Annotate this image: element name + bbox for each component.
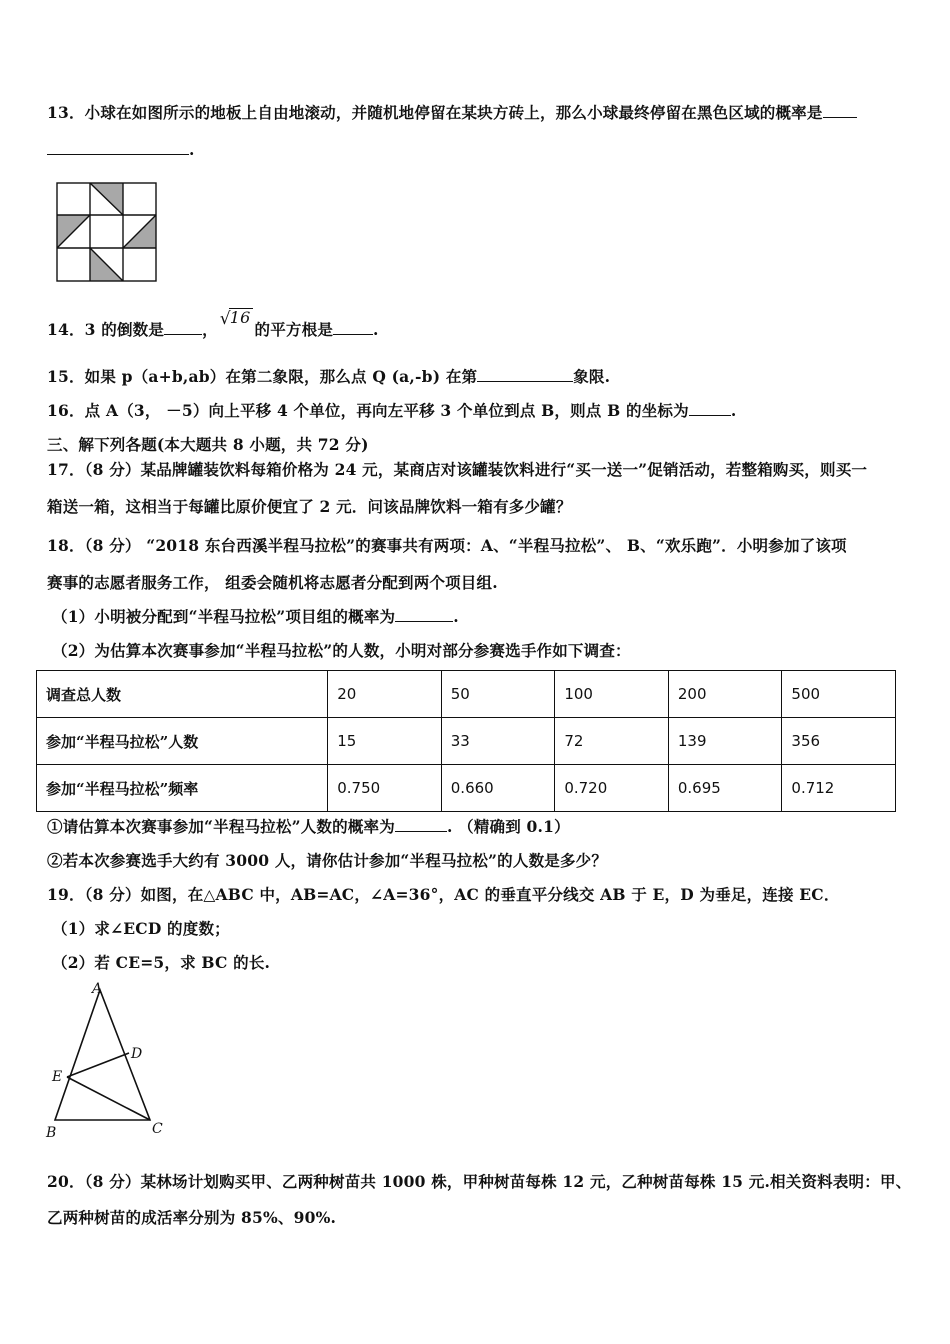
table-row — [37, 765, 896, 812]
table-cell: 0.695 — [668, 765, 782, 812]
q18-sub1-blank[interactable] — [395, 817, 447, 832]
section3-heading: 三、解下列各题(本大题共 8 小题，共 72 分) — [47, 435, 369, 454]
q13-line1 — [47, 103, 857, 123]
label-c: C — [152, 1121, 163, 1137]
sqrt-16 — [220, 308, 253, 328]
q14-prefix: 14．3 的倒数是 — [47, 320, 165, 339]
q18-sub2: ②若本次参赛选手大约有 3000 人，请你估计参加“半程马拉松”的人数是多少？ — [47, 851, 608, 870]
table-cell: 356 — [782, 718, 896, 765]
survey-table — [36, 670, 896, 812]
table-cell: 0.750 — [328, 765, 442, 812]
table-cell: 33 — [441, 718, 555, 765]
table-cell: 139 — [668, 718, 782, 765]
table-cell: 72 — [555, 718, 669, 765]
q18-part1-blank[interactable] — [395, 607, 453, 622]
row-header: 参加“半程马拉松”人数 — [37, 718, 328, 765]
q17-line1: 17．（8 分）某品牌罐装饮料每箱价格为 24 元，某商店对该罐装饮料进行“买一送一”促销活动，若整箱购买，则买一 — [47, 460, 868, 479]
q19-line1: 19．（8 分）如图，在△ABC 中，AB=AC，∠A=36°，AC 的垂直平分线交 AB 于 E，D 为垂足，连接 EC． — [47, 885, 840, 904]
q14-blank-b[interactable] — [333, 320, 373, 335]
table-row — [37, 671, 896, 718]
table-cell: 50 — [441, 671, 555, 718]
q20-line2: 乙两种树苗的成活率分别为 85%、90%. — [47, 1208, 337, 1227]
q19-triangle-figure — [44, 980, 174, 1140]
label-b: B — [46, 1125, 57, 1140]
q18-sub1-text: ①请估算本次赛事参加“半程马拉松”人数的概率为 — [47, 817, 395, 836]
radical-sign-icon: √ — [219, 309, 231, 329]
q18-part1-text: （1）小明被分配到“半程马拉松”项目组的概率为 — [52, 607, 396, 626]
label-a: A — [92, 981, 103, 997]
q15-blank[interactable] — [477, 367, 573, 382]
q13-text: 13．小球在如图所示的地板上自由地滚动，并随机地停留在某块方砖上，那么小球最终停留在黑色区域的概率是 — [47, 103, 823, 122]
table-cell: 500 — [782, 671, 896, 718]
table-cell: 0.712 — [782, 765, 896, 812]
q18-sub1 — [47, 817, 570, 837]
table-cell: 0.660 — [441, 765, 555, 812]
q13-line2 — [47, 140, 195, 160]
q18-line1: 18．（8 分） “2018 东台西溪半程马拉松”的赛事共有两项：A、“半程马拉松”、 B、“欢乐跑”．小明参加了该项 — [47, 536, 847, 555]
q15-tail: 象限. — [573, 367, 611, 386]
q19-part1: （1）求∠ECD 的度数； — [52, 919, 230, 938]
q13-blank-b[interactable] — [47, 140, 189, 155]
q15-line — [47, 367, 610, 387]
q17-line2: 箱送一箱，这相当于每罐比原价便宜了 2 元．问该品牌饮料一箱有多少罐？ — [47, 497, 572, 516]
row-header: 参加“半程马拉松”频率 — [37, 765, 328, 812]
q14-tail: . — [373, 320, 379, 339]
q16-tail: . — [730, 401, 737, 420]
q15-prefix: 15．如果 p（a+b,ab）在第二象限，那么点 Q (a,-b) 在第 — [47, 367, 478, 386]
q13-tail: . — [189, 140, 195, 159]
radical-bar — [229, 308, 253, 309]
q13-tile-figure — [56, 182, 160, 282]
label-d: D — [131, 1046, 143, 1062]
table-cell: 0.720 — [555, 765, 669, 812]
sqrt-radicand: 16 — [229, 308, 251, 327]
q16-blank[interactable] — [689, 401, 731, 416]
table-cell: 100 — [555, 671, 669, 718]
table-cell: 20 — [328, 671, 442, 718]
row-header: 调查总人数 — [37, 671, 328, 718]
q14-mid: ， — [202, 320, 218, 339]
q14-blank-a[interactable] — [164, 320, 202, 335]
q18-sub1-tail: . （精确到 0.1） — [446, 817, 570, 836]
q14-after: 的平方根是 — [254, 320, 334, 339]
label-e: E — [52, 1069, 63, 1085]
q18-part2: （2）为估算本次赛事参加“半程马拉松”的人数，小明对部分参赛选手作如下调查： — [52, 641, 631, 660]
q16-prefix: 16．点 A（3， －5）向上平移 4 个单位，再向左平移 3 个单位到点 B，则点 B 的坐标为 — [47, 401, 689, 420]
q19-part2: （2）若 CE=5，求 BC 的长. — [52, 953, 271, 972]
q18-part1-tail: . — [453, 607, 459, 626]
q20-line1: 20．（8 分）某林场计划购买甲、乙两种树苗共 1000 株，甲种树苗每株 12 元，乙种树苗每株 15 元.相关资料表明：甲、 — [47, 1172, 912, 1191]
table-cell: 200 — [668, 671, 782, 718]
table-cell: 15 — [328, 718, 442, 765]
q13-blank-a[interactable] — [823, 103, 857, 118]
q16-line — [47, 401, 736, 421]
q18-line2: 赛事的志愿者服务工作， 组委会随机将志愿者分配到两个项目组. — [47, 573, 498, 592]
table-row — [37, 718, 896, 765]
q18-part1 — [52, 607, 459, 627]
q14-line — [47, 308, 379, 340]
